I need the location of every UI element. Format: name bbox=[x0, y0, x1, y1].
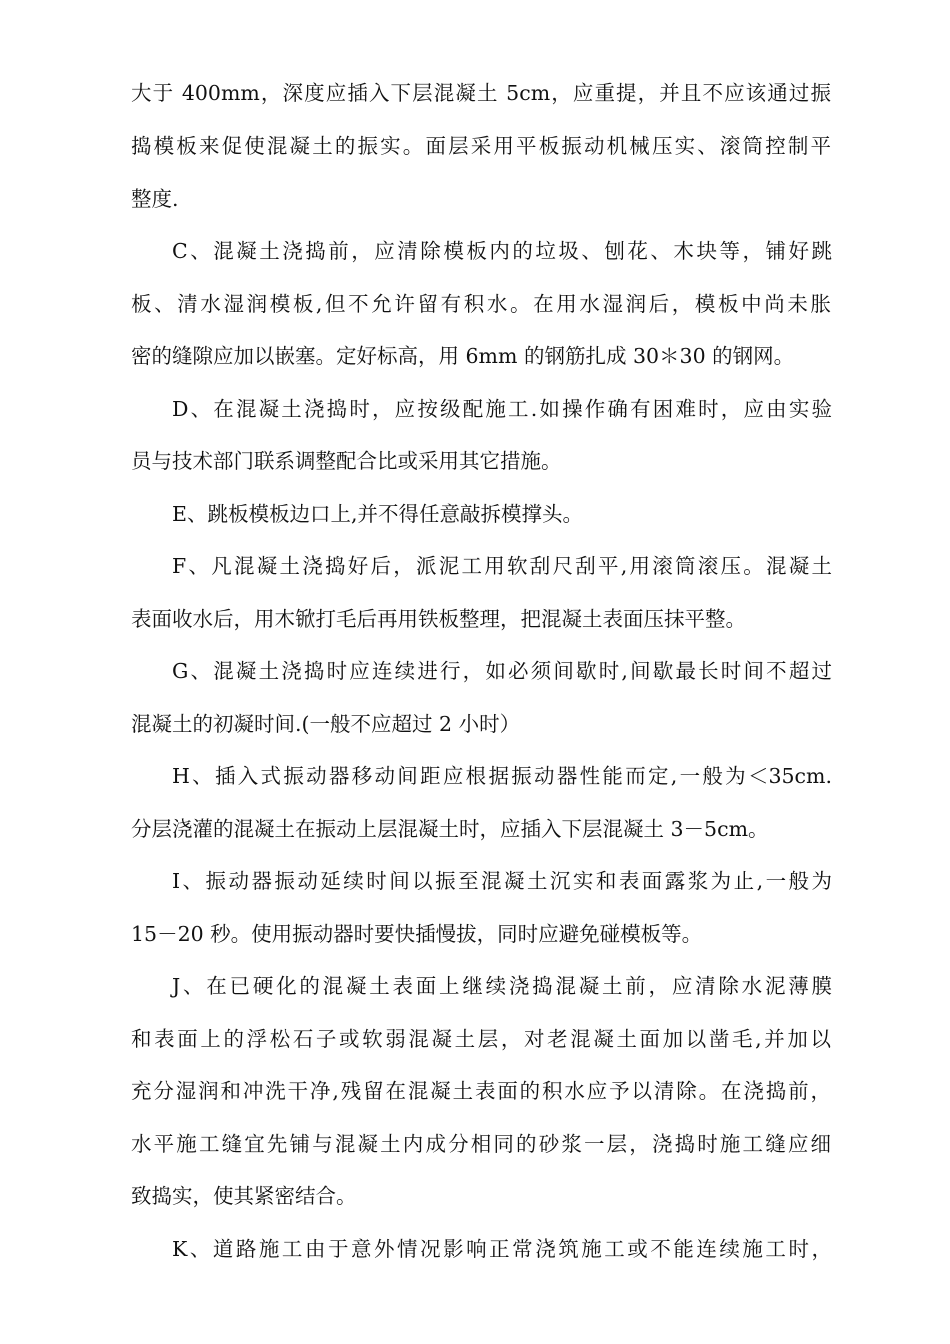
text-line: 员与技术部门联系调整配合比或采用其它措施。 bbox=[131, 449, 562, 473]
text-line: 分层浇灌的混凝土在振动上层混凝土时，应插入下层混凝土 3－5cm。 bbox=[131, 817, 769, 841]
text-line: 充分湿润和冲洗干净,残留在混凝土表面的积水应予以清除。在浇捣前， bbox=[131, 1079, 831, 1103]
text-line: 水平施工缝宜先铺与混凝土内成分相同的砂浆一层，浇捣时施工缝应细 bbox=[131, 1132, 831, 1156]
text-line: 15－20 秒。使用振动器时要快插慢拔，同时应避免碰模板等。 bbox=[131, 922, 703, 946]
text-line: 和表面上的浮松石子或软弱混凝土层，对老混凝土面加以凿毛,并加以 bbox=[131, 1027, 831, 1051]
text-line: 大于 400mm，深度应插入下层混凝土 5cm，应重提，并且不应该通过振 bbox=[131, 81, 831, 105]
text-line: E、跳板模板边口上,并不得任意敲拆模撑头。 bbox=[172, 502, 583, 526]
text-line: K、道路施工由于意外情况影响正常浇筑施工或不能连续施工时， bbox=[172, 1237, 832, 1261]
text-line: 表面收水后，用木锨打毛后再用铁板整理，把混凝土表面压抹平整。 bbox=[131, 607, 746, 631]
text-line: H、插入式振动器移动间距应根据振动器性能而定,一般为＜35cm. bbox=[172, 764, 832, 788]
text-line: 混凝土的初凝时间.(一般不应超过 2 小时） bbox=[131, 712, 521, 736]
text-line: C、混凝土浇捣前，应清除模板内的垃圾、刨花、木块等，铺好跳 bbox=[172, 239, 832, 263]
text-line: 板、清水湿润模板,但不允许留有积水。在用水湿润后，模板中尚未胀 bbox=[131, 292, 831, 316]
text-line: 致捣实，使其紧密结合。 bbox=[131, 1184, 357, 1208]
text-line: J、在已硬化的混凝土表面上继续浇捣混凝土前，应清除水泥薄膜 bbox=[172, 974, 832, 998]
text-line: 整度. bbox=[131, 187, 179, 211]
text-line: I、振动器振动延续时间以振至混凝土沉实和表面露浆为止,一般为 bbox=[172, 869, 832, 893]
text-line: F、凡混凝土浇捣好后，派泥工用软刮尺刮平,用滚筒滚压。混凝土 bbox=[172, 554, 832, 578]
text-line: 密的缝隙应加以嵌塞。定好标高，用 6mm 的钢筋扎成 30＊30 的钢网。 bbox=[131, 344, 795, 368]
text-line: D、在混凝土浇捣时，应按级配施工.如操作确有困难时，应由实验 bbox=[172, 397, 832, 421]
text-line: G、混凝土浇捣时应连续进行，如必须间歇时,间歇最长时间不超过 bbox=[172, 659, 832, 683]
text-line: 捣模板来促使混凝土的振实。面层采用平板振动机械压实、滚筒控制平 bbox=[131, 134, 831, 158]
